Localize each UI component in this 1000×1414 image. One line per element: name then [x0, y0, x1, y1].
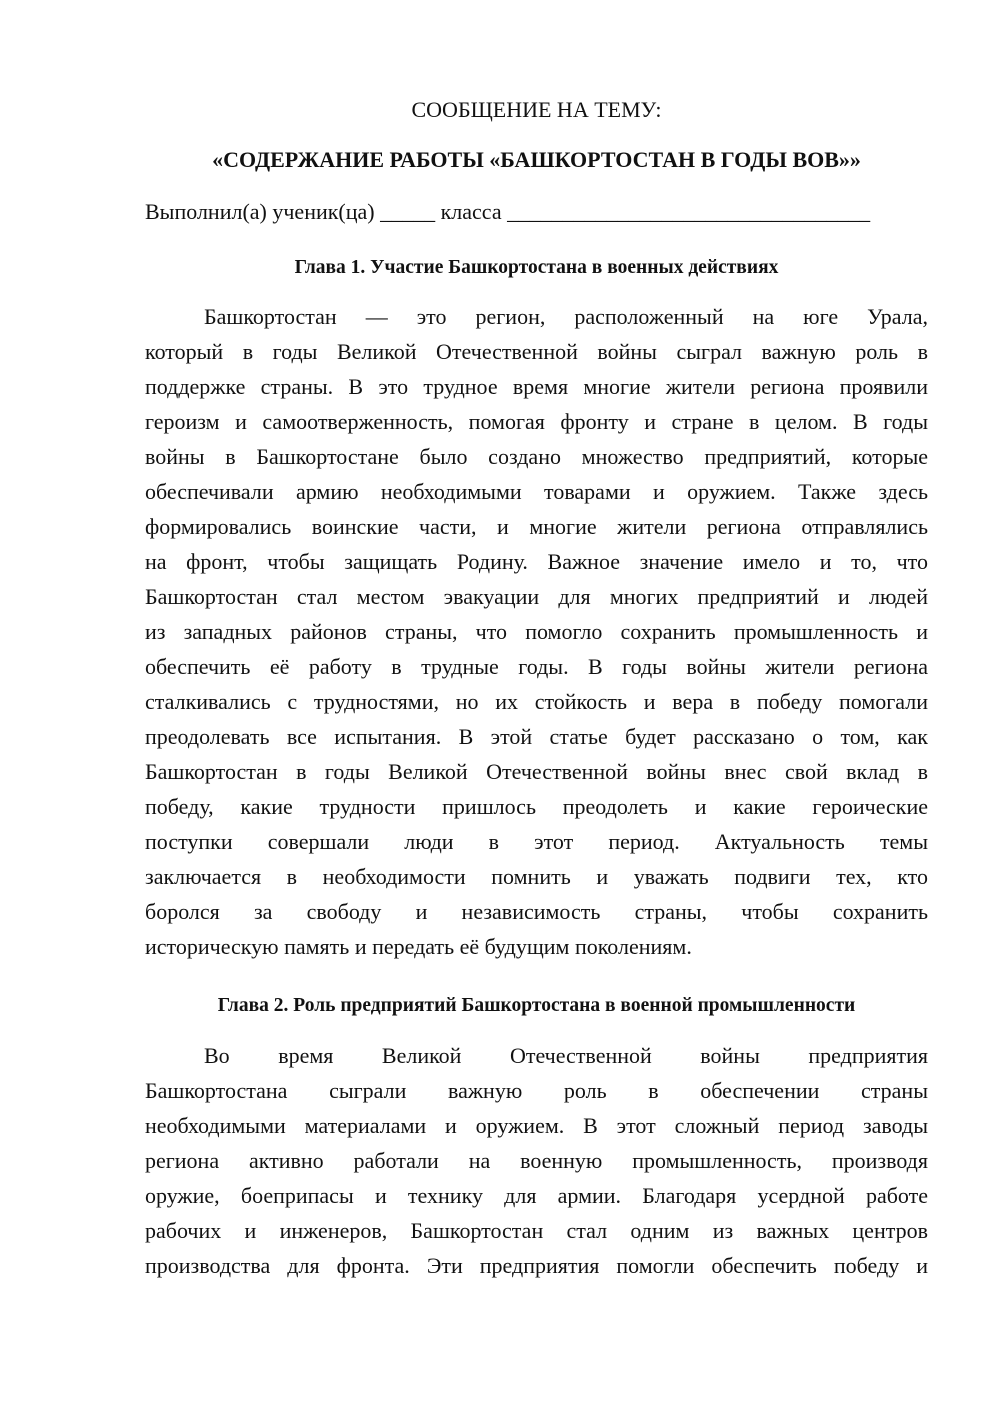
- paragraph-line: героизм и самоотверженность, помогая фронту и стране в целом. В годы: [145, 409, 928, 434]
- paragraph-line: сталкивались с трудностями, но их стойкость и вера в победу помогали: [145, 689, 928, 714]
- student-info-line: Выполнил(а) ученик(ца) _____ класса _________________________________: [145, 199, 871, 224]
- paragraph-line: обеспечивали армию необходимыми товарами и оружием. Также здесь: [145, 479, 928, 504]
- paragraph-line: обеспечить её работу в трудные годы. В годы войны жители региона: [145, 654, 928, 679]
- paragraph-line: необходимыми материалами и оружием. В этот сложный период заводы: [145, 1113, 928, 1138]
- paragraph-line: из западных районов страны, что помогло сохранить промышленность и: [145, 619, 928, 644]
- paragraph-line: поддержке страны. В это трудное время многие жители региона проявили: [145, 374, 928, 399]
- paragraph-line: рабочих и инженеров, Башкортостан стал одним из важных центров: [145, 1218, 928, 1243]
- paragraph-line: войны в Башкортостане было создано множество предприятий, которые: [145, 444, 928, 469]
- paragraph-line: оружие, боеприпасы и технику для армии. Благодаря усердной работе: [145, 1183, 928, 1208]
- paragraph-line: который в годы Великой Отечественной войны сыграл важную роль в: [145, 339, 928, 364]
- paragraph-line: поступки совершали люди в этот период. Актуальность темы: [145, 829, 928, 854]
- paragraph-line: производства для фронта. Эти предприятия помогли обеспечить победу и: [145, 1253, 928, 1278]
- paragraph-line: победу, какие трудности пришлось преодолеть и какие героические: [145, 794, 928, 819]
- paragraph-line: боролся за свободу и независимость страны, чтобы сохранить: [145, 899, 928, 924]
- paragraph-line: региона активно работали на военную промышленность, производя: [145, 1148, 928, 1173]
- paragraph-line: заключается в необходимости помнить и уважать подвиги тех, кто: [145, 864, 928, 889]
- paragraph-line: на фронт, чтобы защищать Родину. Важное значение имело и то, что: [145, 549, 928, 574]
- paragraph-line: Башкортостана сыграли важную роль в обеспечении страны: [145, 1078, 928, 1103]
- paragraph-line: преодолевать все испытания. В этой статье будет рассказано о том, как: [145, 724, 928, 749]
- chapter-2-heading: Глава 2. Роль предприятий Башкортостана в военной промышленности: [217, 995, 856, 1016]
- paragraph-line: Во время Великой Отечественной войны предприятия: [204, 1043, 928, 1068]
- chapter-2-paragraph: [145, 1038, 928, 1283]
- document-title-line-2: «СОДЕРЖАНИЕ РАБОТЫ «БАШКОРТОСТАН В ГОДЫ ВОВ»»: [212, 147, 861, 172]
- document-title-line-1: СООБЩЕНИЕ НА ТЕМУ:: [411, 97, 662, 122]
- paragraph-line: Башкортостан в годы Великой Отечественной войны внес свой вклад в: [145, 759, 928, 784]
- paragraph-line: формировались воинские части, и многие жители региона отправлялись: [145, 514, 928, 539]
- chapter-1-heading: Глава 1. Участие Башкортостана в военных действиях: [294, 257, 779, 278]
- chapter-1-paragraph: [145, 299, 928, 964]
- paragraph-line: Башкортостан стал местом эвакуации для многих предприятий и людей: [145, 584, 928, 609]
- paragraph-line: Башкортостан — это регион, расположенный на юге Урала,: [204, 304, 928, 329]
- paragraph-line: историческую память и передать её будущим поколениям.: [145, 934, 692, 959]
